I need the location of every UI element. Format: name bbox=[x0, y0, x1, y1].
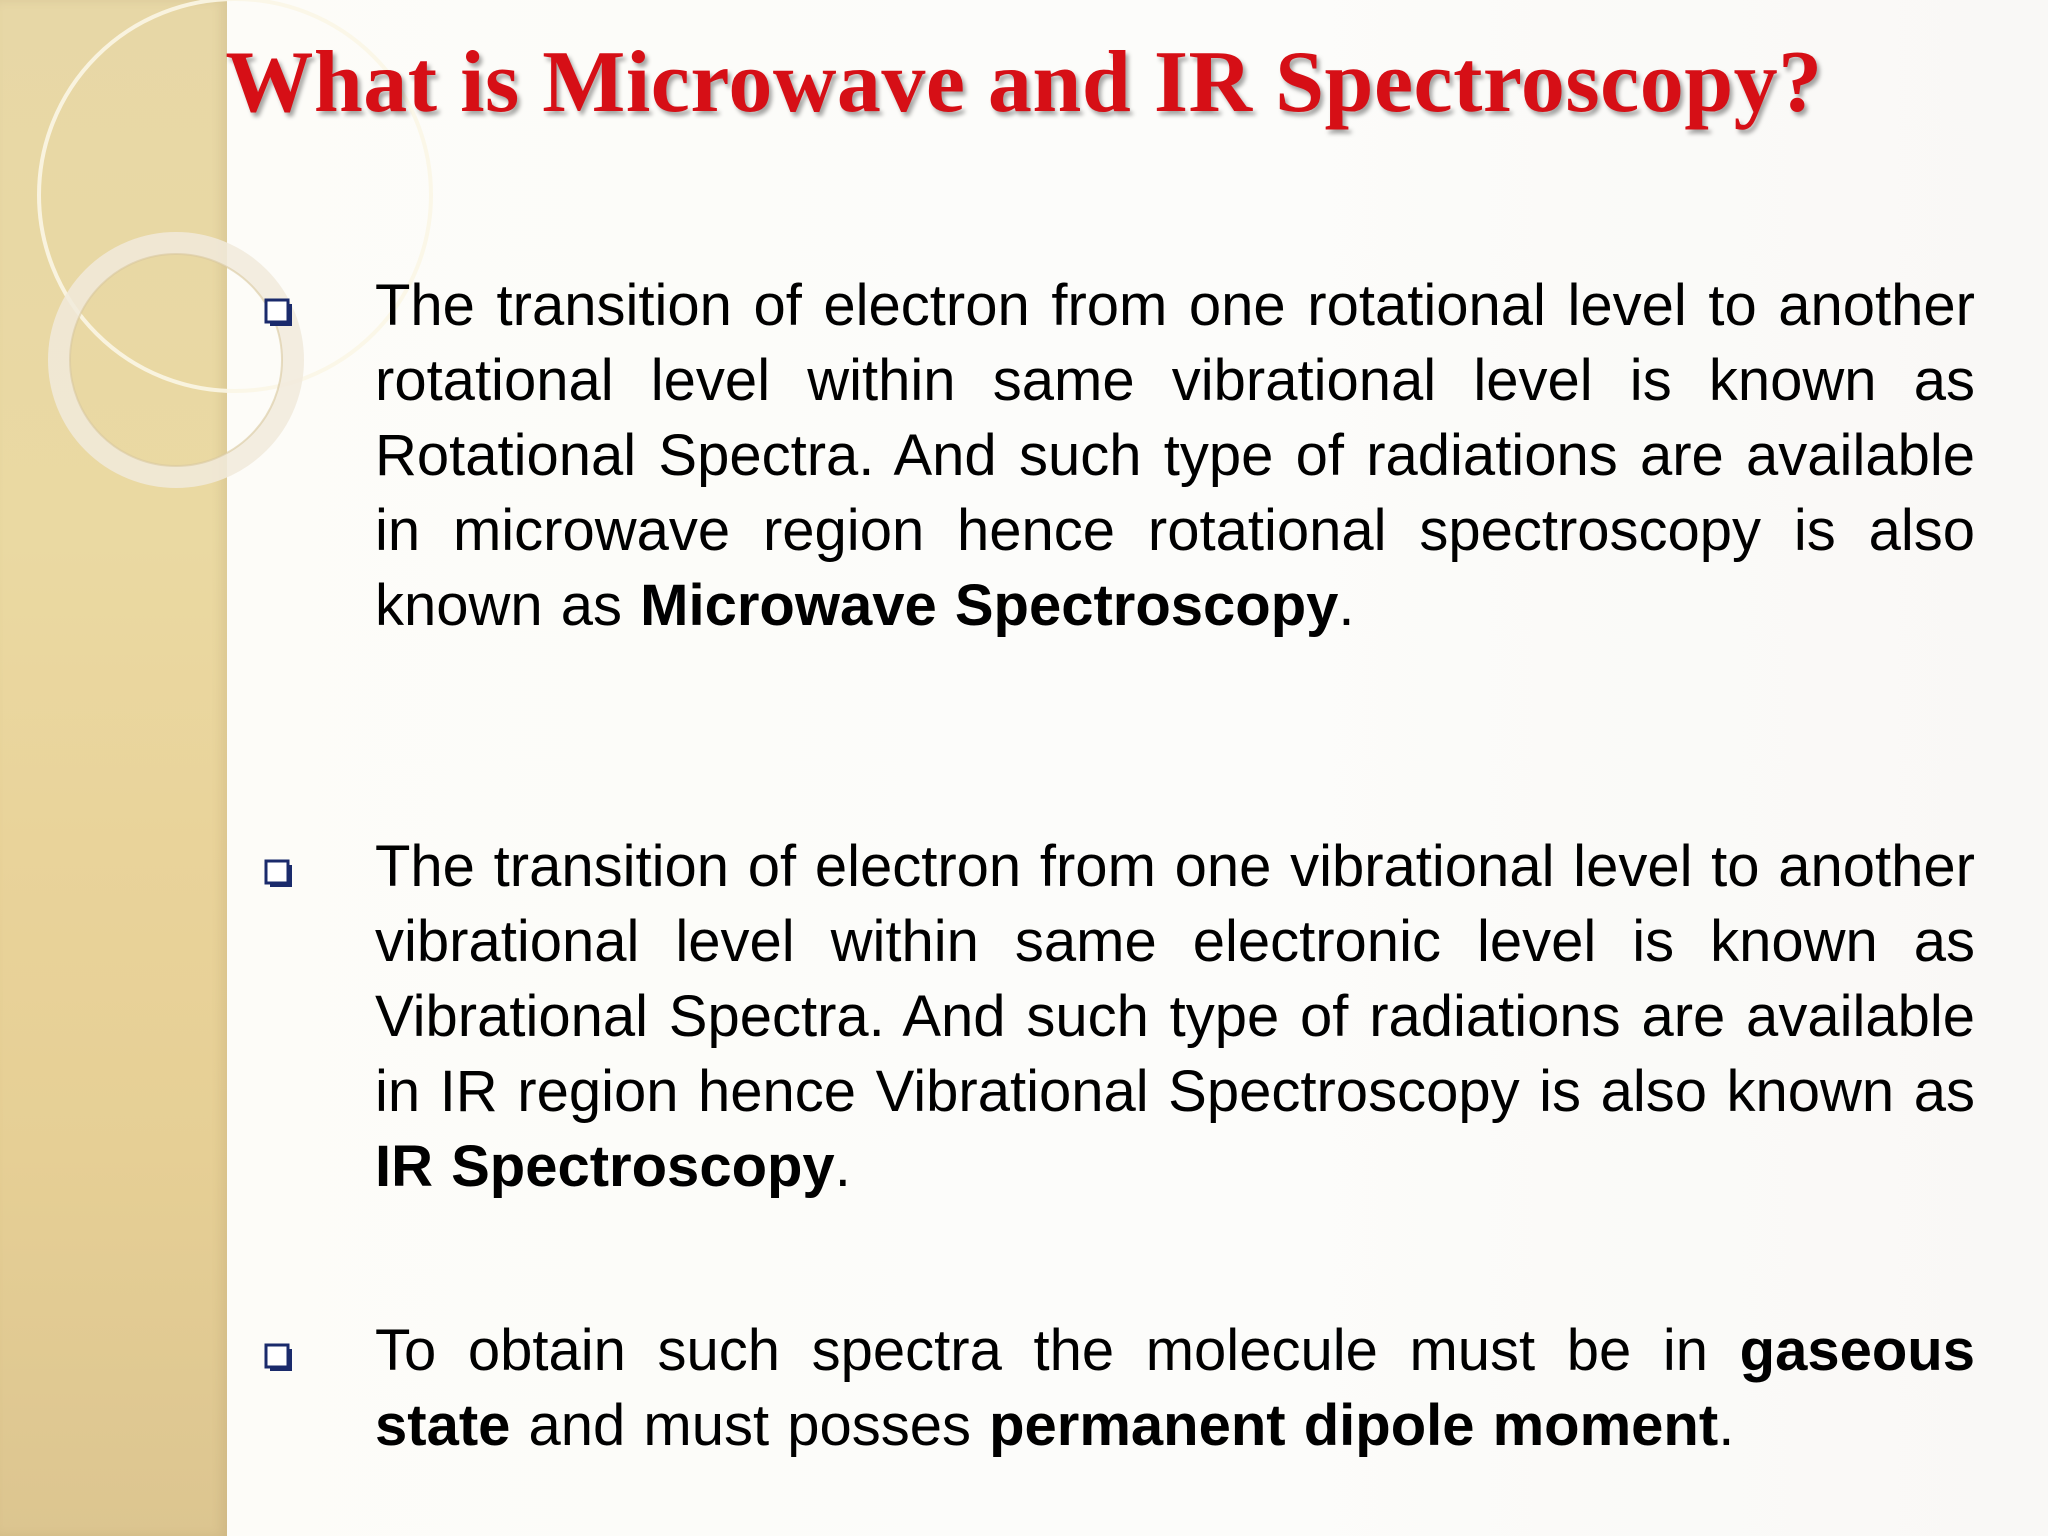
bullet-bold-term: IR Spectroscopy bbox=[375, 1134, 835, 1199]
hollow-square-bullet-icon bbox=[264, 859, 296, 891]
slide-title: What is Microwave and IR Spectroscopy? bbox=[225, 34, 1823, 131]
bullet-bold-term: gaseous state bbox=[375, 1318, 1975, 1458]
bullet-text bbox=[375, 1313, 1975, 1463]
bullet-text-part: The transition of electron from one vibrational level to another vibrational level within same electronic level is known as Vibrational Spectra. And such type of radiations are available in IR region hence Vibrational Spectroscopy is also known as bbox=[375, 834, 1975, 1124]
bullet-text-part: and must posses bbox=[510, 1393, 990, 1458]
bullet-text-part: To obtain such spectra the molecule must be in bbox=[375, 1318, 1740, 1383]
bullet-text-part: The transition of electron from one rotational level to another rotational level within same vibrational level is known as Rotational Spectra. And such type of radiations are available in microwave region hence rotational spectroscopy is also known as bbox=[375, 273, 1975, 638]
bullet-text-part: . bbox=[1338, 573, 1355, 638]
bullet-text bbox=[375, 268, 1975, 643]
bullet-text bbox=[375, 829, 1975, 1204]
bullet-text-part: . bbox=[1718, 1393, 1735, 1458]
hollow-square-bullet-icon bbox=[264, 1343, 296, 1375]
bullet-bold-term: Microwave Spectroscopy bbox=[640, 573, 1339, 638]
bullet-bold-term: permanent dipole moment bbox=[989, 1393, 1719, 1458]
bullet-text-part: . bbox=[834, 1134, 851, 1199]
hollow-square-bullet-icon bbox=[264, 298, 296, 330]
